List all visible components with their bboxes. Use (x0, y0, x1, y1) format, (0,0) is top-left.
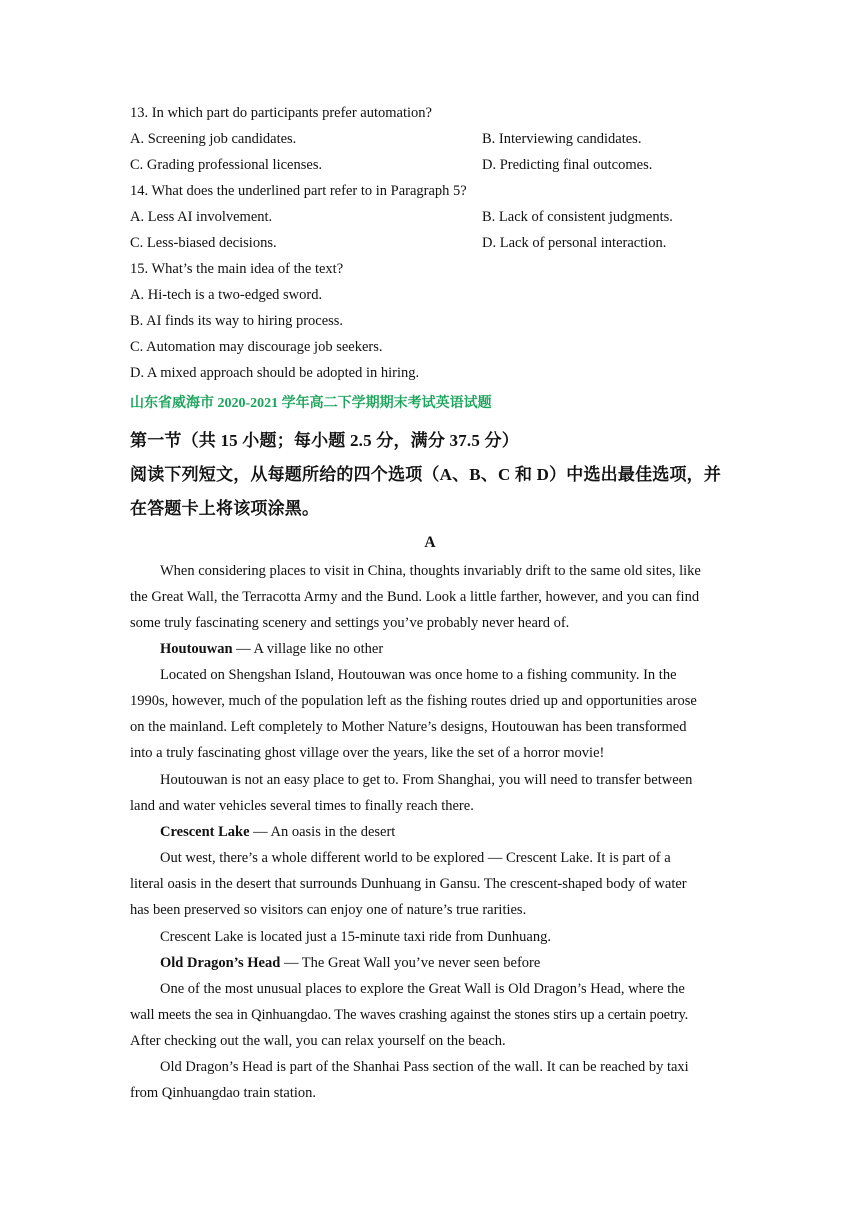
dragon-heading (160, 953, 540, 973)
houtouwan-heading (160, 639, 383, 659)
houtouwan-p2-line-2: land and water vehicles several times to finally reach there. (130, 798, 474, 814)
dragon-tagline: — The Great Wall you’ve never seen before (280, 955, 541, 971)
question-15-stem: 15. What’s the main idea of the text? (130, 261, 344, 277)
question-14-option-a: A. Less AI involvement. (130, 209, 273, 225)
question-15-option-b: B. AI finds its way to hiring process. (130, 313, 344, 329)
houtouwan-name: Houtouwan (160, 641, 233, 657)
crescent-name: Crescent Lake (160, 824, 250, 840)
question-13-option-b: B. Interviewing candidates. (482, 131, 642, 147)
instructions-line-2: 在答题卡上将该项涂黑。 (130, 499, 320, 518)
crescent-p2-line-1: Crescent Lake is located just a 15-minute taxi ride from Dunhuang. (160, 929, 551, 945)
question-15-option-a: A. Hi-tech is a two-edged sword. (130, 287, 323, 303)
houtouwan-p2-line-1: Houtouwan is not an easy place to get to. From Shanghai, you will need to transfer between (160, 772, 693, 788)
question-13-option-c: C. Grading professional licenses. (130, 157, 323, 173)
houtouwan-p1-line-1: Located on Shengshan Island, Houtouwan was once home to a fishing community. In the (160, 667, 677, 683)
crescent-p1-line-1: Out west, there’s a whole different world to be explored — Crescent Lake. It is part of a (160, 850, 671, 866)
question-15-option-c: C. Automation may discourage job seekers. (130, 339, 383, 355)
intro-line-2: the Great Wall, the Terracotta Army and the Bund. Look a little farther, however, and you can find (130, 589, 700, 605)
houtouwan-p1-line-2: 1990s, however, much of the population left as the fishing routes dried up and opportunities arose (130, 693, 697, 709)
crescent-heading (160, 822, 395, 842)
source-title: 山东省威海市 2020-2021 学年高二下学期期末考试英语试题 (130, 396, 492, 411)
question-14-stem: 14. What does the underlined part refer to in Paragraph 5? (130, 183, 467, 199)
question-13-option-d: D. Predicting final outcomes. (482, 157, 653, 173)
intro-line-3: some truly fascinating scenery and settings you’ve probably never heard of. (130, 615, 570, 631)
houtouwan-tagline: — A village like no other (232, 641, 384, 657)
passage-label: A (424, 534, 436, 551)
question-14-option-d: D. Lack of personal interaction. (482, 235, 667, 251)
dragon-p2-line-2: from Qinhuangdao train station. (130, 1085, 317, 1101)
dragon-p1-line-3: After checking out the wall, you can relax yourself on the beach. (130, 1033, 506, 1049)
dragon-p1-line-2: wall meets the sea in Qinhuangdao. The waves crashing against the stones stirs up a certain poetry. (130, 1007, 689, 1023)
crescent-p1-line-2: literal oasis in the desert that surrounds Dunhuang in Gansu. The crescent-shaped body of water (130, 876, 687, 892)
instructions-line-1: 阅读下列短文，从每题所给的四个选项（A、B、C 和 D）中选出最佳选项，并 (130, 465, 722, 484)
dragon-name: Old Dragon’s Head (160, 955, 281, 971)
section-header: 第一节（共 15 小题；每小题 2.5 分，满分 37.5 分） (130, 431, 519, 450)
houtouwan-p1-line-4: into a truly fascinating ghost village over the years, like the set of a horror movie! (130, 745, 605, 761)
question-13-option-a: A. Screening job candidates. (130, 131, 297, 147)
crescent-tagline: — An oasis in the desert (249, 824, 396, 840)
dragon-p2-line-1: Old Dragon’s Head is part of the Shanhai Pass section of the wall. It can be reached by taxi (160, 1059, 689, 1075)
intro-line-1: When considering places to visit in China, thoughts invariably drift to the same old sites, like (160, 563, 701, 579)
houtouwan-p1-line-3: on the mainland. Left completely to Mother Nature’s designs, Houtouwan has been transformed (130, 719, 687, 735)
dragon-p1-line-1: One of the most unusual places to explore the Great Wall is Old Dragon’s Head, where the (160, 981, 685, 997)
question-14-option-b: B. Lack of consistent judgments. (482, 209, 673, 225)
question-13-stem: 13. In which part do participants prefer automation? (130, 105, 432, 121)
crescent-p1-line-3: has been preserved so visitors can enjoy one of nature’s true rarities. (130, 902, 527, 918)
question-15-option-d: D. A mixed approach should be adopted in hiring. (130, 365, 420, 381)
question-14-option-c: C. Less-biased decisions. (130, 235, 277, 251)
